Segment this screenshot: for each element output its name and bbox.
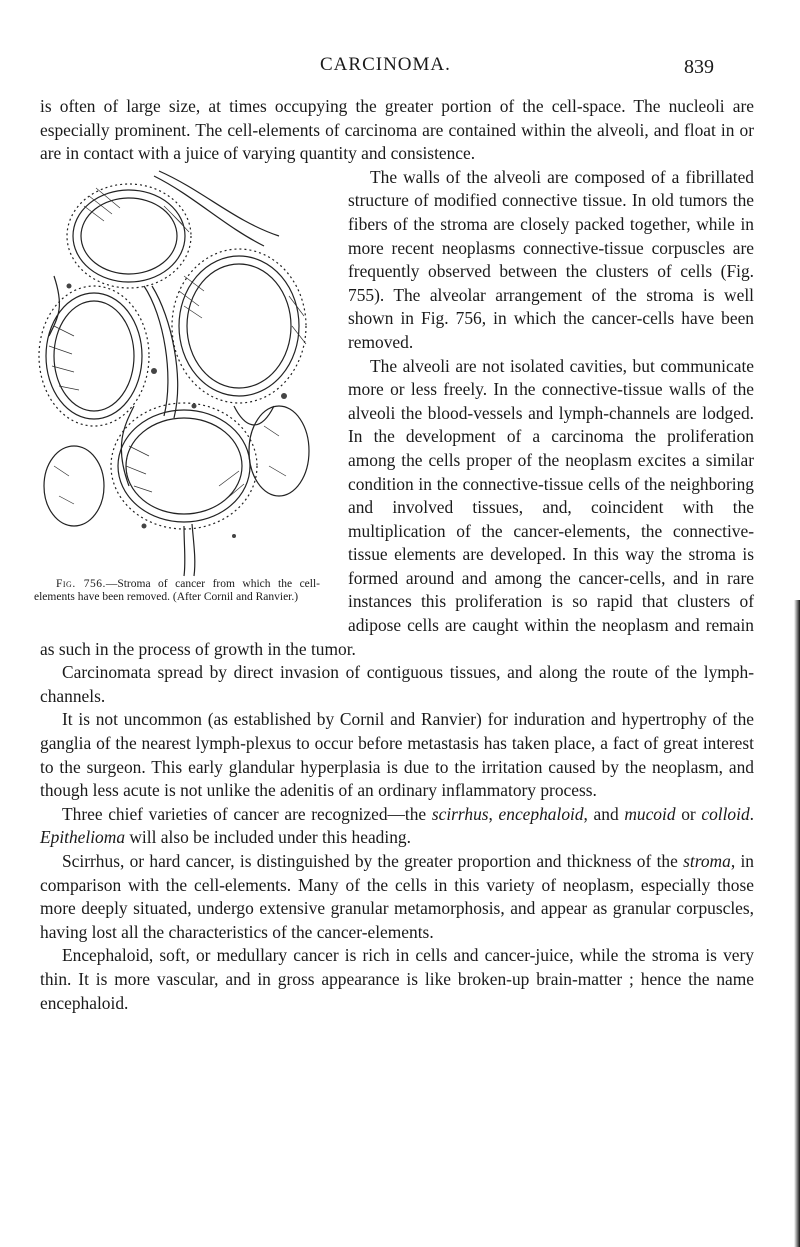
p6-text-c: , and [583, 803, 625, 824]
paragraph-8: Encephaloid, soft, or medullary cancer is rich in cells and cancer-juice, while the stroma is very thin. It is more vascular, and in gross appearance is like broken-up brain-matter ; hence the name encephaloid. [40, 945, 754, 1013]
term-scirrhus: scirrhus [431, 803, 489, 824]
running-head: CARCINOMA. [320, 54, 451, 75]
paragraph-4: Carcinomata spread by direct invasion of contiguous tissues, and along the route of the lymph-channels. [40, 662, 754, 706]
term-colloid: colloid [701, 803, 750, 824]
paragraph-6 [40, 803, 754, 850]
figure-756 [34, 166, 334, 613]
p6-text-a: Three chief varieties of cancer are recognized—the [62, 803, 432, 824]
paragraph-3: The alveoli are not isolated cavities, but communicate more or less freely. In the connective-tissue walls of the alveoli the blood-vessels and lymph-channels are lodged. In the development of a carcinoma the proliferation among the cells proper of the neoplasm excites a similar condition in the connective-tissue cells of the neighboring and involved tissues, and, coincident with the multiplication of the cancer-elements, the connective-tissue elements are developed. In this way the stroma is formed around and among the cancer-cells, and in rare instances this proliferation is so rapid that clusters of adipose cells are caught within the neoplasm and remain as such in the process of growth in the tumor. [40, 355, 754, 659]
term-epithelioma: Epithelioma [40, 827, 126, 848]
page-edge-shadow [794, 600, 800, 1247]
paragraph-1: is often of large size, at times occupying the greater portion of the cell-space. The nucleoli are especially prominent. The cell-elements of carcinoma are contained within the alveoli, and float in or are in contact with a juice of varying quantity and consistence. [40, 96, 754, 164]
body-text [34, 95, 755, 1015]
paragraph-5: It is not uncommon (as established by Cornil and Ranvier) for induration and hypertrophy of the ganglia of the nearest lymph-plexus to occur before metastasis has taken place, a fact of great interest to the surgeon. This early glandular hyperplasia is due to the irritation caused by the neoplasm, and though less acute is not unlike the adenitis of an ordinary inflammatory process. [40, 709, 754, 801]
paragraph-7 [40, 850, 754, 944]
figure-caption-text: —Stroma of cancer from which the cell-elements have been removed. (After Cornil and Ranvier.) [34, 577, 320, 603]
figure-label: Fig. 756. [56, 577, 106, 590]
p6-text-f: will also be included under this heading. [125, 827, 411, 848]
p7-text-a: Scirrhus, or hard cancer, is distinguished by the greater proportion and thickness of the [62, 851, 684, 871]
term-encephaloid: encephaloid [498, 803, 584, 824]
paragraph-2: The walls of the alveoli are composed of a fibrillated structure of modified connective tissue. In old tumors the fibers of the stroma are closely packed together, while in more recent neoplasms connective-tissue corpuscles are frequently observed between the clusters of cells (Fig. 755). The alveolar arrangement of the stroma is well shown in Fig. 756, in which the cancer-cells have been removed. [348, 166, 754, 352]
p7-text-b: , in comparison with the cell-elements. Many of the cells in this variety of neoplasm, especially those more deeply situated, undergo extensive granular metamorphosis, and appear as granular corpuscles, having lost all the characteristics of the cancer-elements. [40, 851, 754, 942]
term-stroma: stroma [683, 851, 731, 871]
p6-text-e: . [749, 803, 755, 824]
term-mucoid: mucoid [624, 803, 676, 824]
stroma-illustration [34, 166, 334, 578]
page-number: 839 [684, 56, 714, 78]
p6-text-b: , [488, 803, 499, 824]
p6-text-d: or [675, 803, 702, 824]
figure-caption [34, 578, 320, 604]
page-header [0, 50, 800, 84]
